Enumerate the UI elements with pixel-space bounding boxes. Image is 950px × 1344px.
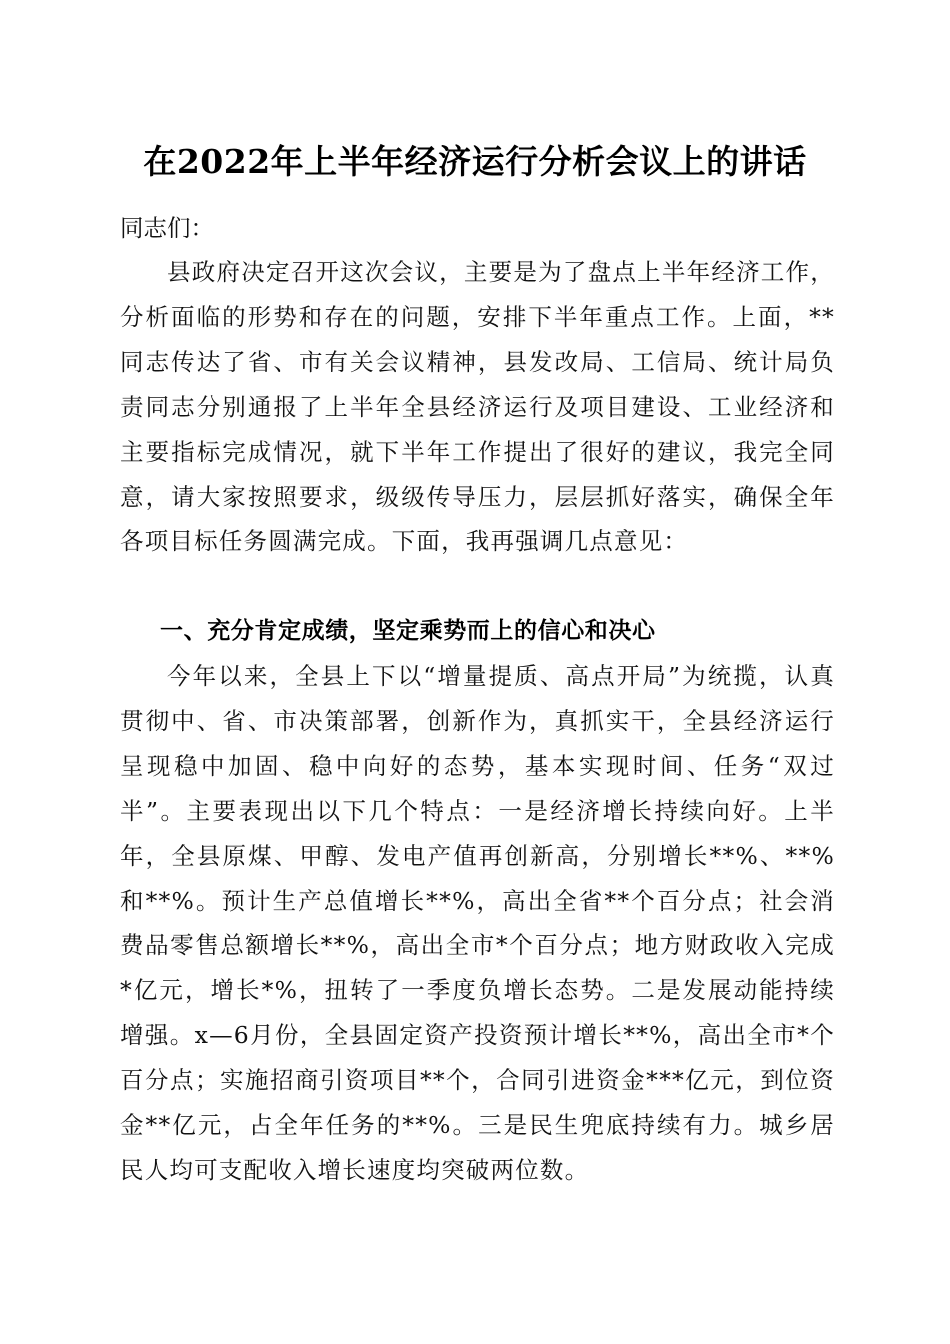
- section-paragraph: 今年以来，全县上下以“增量提质、高点开局”为统揽，认真贯彻中、省、市决策部署，创新作为，真抓实干，全县经济运行呈现稳中加固、稳中向好的态势，基本实现时间、任务“双过半”。主要表现出以下几个特点：一是经济增长持续向好。上半年，全县原煤、甲醇、发电产值再创新高，分别增长**%、**%和**%。预计生产总值增长**%，高出全省**个百分点；社会消费品零售总额增长**%，高出全市*个百分点；地方财政收入完成*亿元，增长*%，扭转了一季度负增长态势。二是发展动能持续增强。x—6月份，全县固定资产投资预计增长**%，高出全市*个百分点；实施招商引资项目**个，合同引进资金***亿元，到位资金**亿元，占全年任务的**%。三是民生兜底持续有力。城乡居民人均可支配收入增长速度均突破两位数。: [120, 662, 835, 1184]
- section-heading: 一、充分肯定成绩，坚定乘势而上的信心和决心: [160, 618, 656, 644]
- opening-paragraph: 县政府决定召开这次会议，主要是为了盘点上半年经济工作，分析面临的形势和存在的问题，安排下半年重点工作。上面，**同志传达了省、市有关会议精神，县发改局、工信局、统计局负责同志分别通报了上半年全县经济运行及项目建设、工业经济和主要指标完成情况，就下半年工作提出了很好的建议，我完全同意，请大家按照要求，级级传导压力，层层抓好落实，确保全年各项目标任务圆满完成。下面，我再强调几点意见：: [120, 258, 835, 556]
- document-title: 在2022年上半年经济运行分析会议上的讲话: [143, 142, 807, 181]
- salutation: 同志们：: [120, 214, 214, 242]
